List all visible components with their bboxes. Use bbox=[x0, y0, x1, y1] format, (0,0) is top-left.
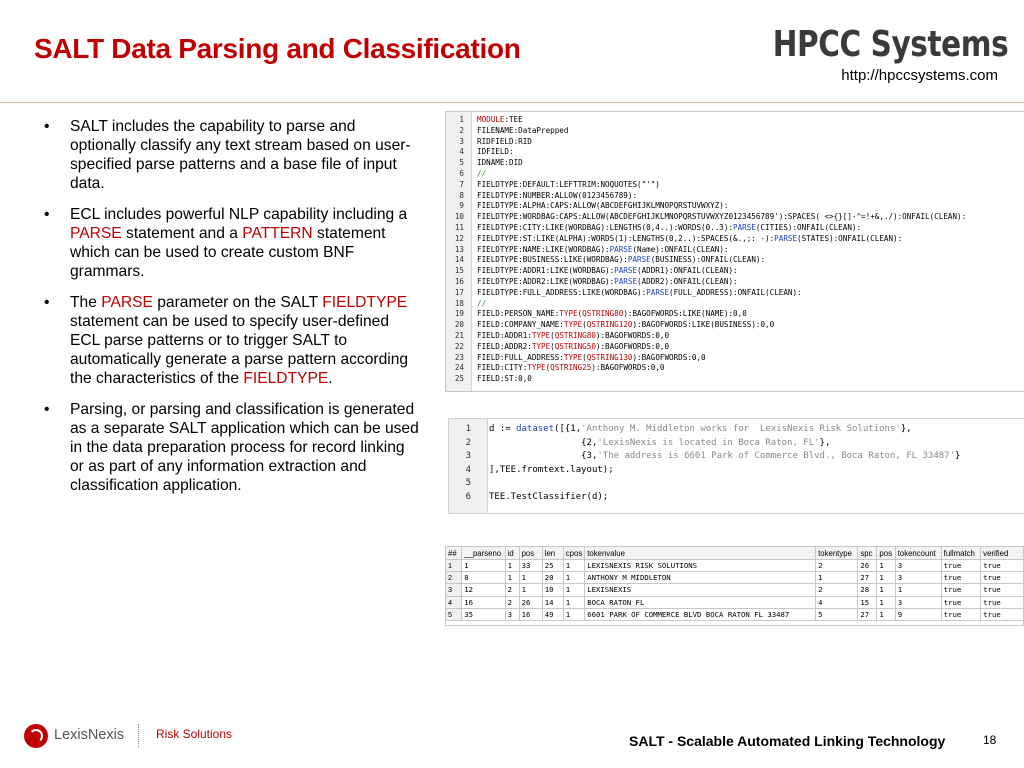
table-cell: ANTHONY M MIDDLETON bbox=[585, 572, 816, 584]
keyword: QSTRING25 bbox=[550, 363, 592, 373]
bullet-item bbox=[40, 205, 420, 281]
table-cell: true bbox=[981, 560, 1024, 572]
line-number: 23 bbox=[454, 352, 464, 362]
code-token: :TEE bbox=[504, 115, 523, 124]
code-token: ],TEE.fromtext.layout); bbox=[489, 464, 614, 475]
line-number: 12 bbox=[454, 233, 464, 243]
code-text bbox=[477, 223, 861, 234]
table-cell: LEXISNEXIS RISK SOLUTIONS bbox=[585, 560, 816, 572]
function-name: PARSE bbox=[614, 266, 638, 276]
code-text bbox=[477, 266, 738, 277]
line-number: 2 bbox=[459, 125, 464, 135]
keyword: TYPE bbox=[531, 341, 551, 351]
table-cell: 3 bbox=[895, 596, 941, 608]
code-token: } bbox=[955, 451, 961, 462]
code-text bbox=[477, 255, 765, 266]
code-token: ):BAGOFWORDS:0,0 bbox=[595, 330, 670, 340]
code-token: ):BAGOFWORDS:0,0 bbox=[595, 341, 670, 351]
highlight-keyword: PARSE bbox=[70, 225, 122, 242]
table-cell: 3 bbox=[895, 572, 941, 584]
table-cell: 1 bbox=[895, 584, 941, 596]
table-cell: true bbox=[941, 608, 981, 620]
table-cell: 1 bbox=[519, 572, 542, 584]
code-token: FIELDTYPE:NAME:LIKE(WORDBAG): bbox=[477, 244, 610, 254]
table-cell: 1 bbox=[877, 584, 895, 596]
keyword: QSTRING120 bbox=[586, 320, 633, 330]
line-number: 5 bbox=[465, 478, 471, 489]
code-token: ):BAGOFWORDS:LIKE(NAME):0,0 bbox=[623, 309, 747, 319]
hpcc-url[interactable]: http://hpccsystems.com bbox=[841, 67, 998, 84]
code-token: (CITIES):ONFAIL(CLEAN): bbox=[755, 222, 862, 232]
line-number: 6 bbox=[465, 492, 471, 502]
table-cell: 1 bbox=[505, 560, 519, 572]
code-text bbox=[477, 191, 637, 202]
table-cell: 3 bbox=[895, 560, 941, 572]
table-cell: 35 bbox=[462, 608, 505, 620]
column-header: verified bbox=[981, 547, 1024, 560]
function-name: PARSE bbox=[733, 222, 756, 232]
table-cell: 2 bbox=[505, 596, 519, 608]
table-cell: 27 bbox=[858, 608, 877, 620]
lexisnexis-logo-icon bbox=[24, 724, 48, 748]
table-cell: 2 bbox=[816, 584, 858, 596]
row-number: 1 bbox=[446, 560, 462, 572]
string-literal: 'Anthony M. Middleton works for LexisNexis Risk Solutions' bbox=[581, 424, 901, 434]
code-text bbox=[477, 353, 706, 364]
code-token: {3, bbox=[489, 451, 598, 462]
code-token: TEE.TestClassifier(d); bbox=[489, 492, 609, 502]
table-cell: 9 bbox=[895, 608, 941, 620]
keyword: QSTRING80 bbox=[582, 309, 624, 319]
column-header: cpos bbox=[563, 547, 584, 560]
lexisnexis-brand: LexisNexis bbox=[54, 727, 125, 743]
code-token: ( bbox=[582, 352, 587, 362]
bullet-text: parameter on the SALT bbox=[152, 294, 323, 311]
line-number: 21 bbox=[454, 330, 464, 340]
keyword: QSTRING50 bbox=[554, 341, 596, 351]
line-number: 18 bbox=[454, 298, 464, 308]
code-text bbox=[477, 147, 514, 158]
function-name: PARSE bbox=[614, 276, 638, 286]
code-token: FIELD:ADDR2: bbox=[477, 341, 532, 351]
code-token: ([{1, bbox=[554, 424, 582, 434]
column-header: tokenvalue bbox=[585, 547, 816, 560]
code-text bbox=[477, 201, 728, 212]
code-token: ):BAGOFWORDS:LIKE(BUSINESS):0,0 bbox=[632, 320, 775, 330]
code-text bbox=[489, 423, 912, 436]
table-row bbox=[446, 572, 1024, 584]
table-cell: true bbox=[981, 584, 1024, 596]
table-cell: 1 bbox=[505, 572, 519, 584]
code-token: (ADDR1):ONFAIL(CLEAN): bbox=[637, 266, 738, 276]
column-header: len bbox=[542, 547, 563, 560]
code-text bbox=[477, 320, 774, 331]
table-cell: 5 bbox=[816, 608, 858, 620]
code-text bbox=[477, 299, 486, 310]
footer-separator bbox=[138, 724, 140, 748]
line-number: 17 bbox=[454, 287, 464, 297]
table-cell: 2 bbox=[816, 560, 858, 572]
row-number: 4 bbox=[446, 596, 462, 608]
bullet-text: statement which can be used to create custom BNF grammars. bbox=[70, 225, 386, 280]
code-token: ( bbox=[582, 320, 587, 330]
row-number: 2 bbox=[446, 572, 462, 584]
code-token: FIELD:PERSON_NAME: bbox=[477, 309, 560, 319]
row-number: 5 bbox=[446, 608, 462, 620]
table-cell: 1 bbox=[462, 560, 505, 572]
results-grid bbox=[445, 546, 1024, 621]
column-header: fullmatch bbox=[941, 547, 981, 560]
table-cell: 25 bbox=[542, 560, 563, 572]
hpcc-logo: HPCC Systems bbox=[772, 24, 1008, 65]
highlight-keyword: FIELDTYPE bbox=[243, 370, 329, 387]
code-text bbox=[489, 437, 830, 450]
line-number: 1 bbox=[465, 424, 471, 434]
bullet-text: Parsing, or parsing and classification is generated as a separate SALT application which can be used in the data preparation process for record linking or as part of any information extraction and classification application. bbox=[70, 401, 419, 494]
code-text bbox=[489, 491, 608, 504]
table-cell: 1 bbox=[563, 584, 584, 596]
code-text bbox=[477, 288, 802, 299]
column-header: __parseno bbox=[462, 547, 505, 560]
code-text bbox=[477, 158, 523, 169]
column-header: tokentype bbox=[816, 547, 858, 560]
table-cell: 27 bbox=[858, 572, 877, 584]
title-divider bbox=[0, 102, 1024, 103]
line-number: 25 bbox=[454, 374, 464, 384]
table-cell: 1 bbox=[563, 608, 584, 620]
table-row bbox=[446, 608, 1024, 620]
bullet-item bbox=[40, 293, 420, 388]
code-text bbox=[477, 115, 523, 126]
code-token: FIELD:ST:0,0 bbox=[477, 374, 532, 384]
code-text bbox=[477, 169, 486, 180]
table-cell: 1 bbox=[877, 560, 895, 572]
code-token: FIELDTYPE:FULL_ADDRESS:LIKE(WORDBAG): bbox=[477, 287, 647, 297]
line-number: 7 bbox=[459, 179, 464, 189]
keyword: TYPE bbox=[563, 320, 583, 330]
bullet-text: statement can be used to specify user-defined ECL parse patterns or to trigger SALT to automatically generate a parse pattern according the characteristics of the bbox=[70, 313, 409, 387]
table-cell: 15 bbox=[858, 596, 877, 608]
table-cell: BOCA RATON FL bbox=[585, 596, 816, 608]
column-header: id bbox=[505, 547, 519, 560]
function-name: PARSE bbox=[774, 233, 798, 243]
table-cell: 1 bbox=[563, 596, 584, 608]
slide-title: SALT Data Parsing and Classification bbox=[34, 33, 521, 64]
column-header: spc bbox=[858, 547, 877, 560]
line-number: 3 bbox=[465, 451, 471, 462]
bullet-text: SALT includes the capability to parse and optionally classify any text stream based on user-specified parse patterns and a base file of input data. bbox=[70, 118, 411, 192]
table-row bbox=[446, 584, 1024, 596]
code-token: FIELDTYPE:ADDR2:LIKE(WORDBAG): bbox=[477, 276, 615, 286]
string-literal: 'The address is 6601 Park of Commerce Blvd., Boca Raton, FL 33487' bbox=[597, 451, 955, 462]
column-header: ## bbox=[446, 547, 462, 560]
comment: // bbox=[477, 298, 487, 308]
line-number: 6 bbox=[459, 168, 464, 178]
table-cell: true bbox=[941, 584, 981, 596]
code-text bbox=[477, 309, 747, 320]
table-cell: 20 bbox=[542, 572, 563, 584]
bullet-item bbox=[40, 400, 420, 495]
code-token: IDNAME:DID bbox=[477, 158, 523, 168]
code-token: (FULL_ADDRESS):ONFAIL(CLEAN): bbox=[669, 287, 802, 297]
keyword: QSTRING80 bbox=[554, 330, 596, 340]
function-name: PARSE bbox=[609, 244, 633, 254]
table-cell: true bbox=[941, 596, 981, 608]
code-token: (ADDR2):ONFAIL(CLEAN): bbox=[637, 276, 738, 286]
keyword: QSTRING130 bbox=[586, 352, 633, 362]
code-token: FIELDTYPE:ALPHA:CAPS:ALLOW(ABCDEFGHIJKLMNOPQRSTUVWXYZ): bbox=[477, 201, 729, 211]
keyword: TYPE bbox=[527, 363, 546, 373]
code-text bbox=[489, 464, 614, 477]
table-cell: 1 bbox=[563, 560, 584, 572]
code-token: d := bbox=[489, 424, 517, 434]
bullet-list bbox=[40, 117, 420, 507]
page-number: 18 bbox=[983, 733, 997, 747]
table-cell: 26 bbox=[519, 596, 542, 608]
table-cell: true bbox=[981, 596, 1024, 608]
line-number: 15 bbox=[454, 266, 464, 276]
keyword: TYPE bbox=[531, 330, 551, 340]
table-cell: 8 bbox=[462, 572, 505, 584]
line-number: 24 bbox=[454, 363, 464, 373]
line-number: 5 bbox=[459, 158, 464, 168]
line-number: 3 bbox=[459, 136, 464, 146]
code-token: ( bbox=[545, 363, 551, 373]
code-text bbox=[477, 363, 664, 374]
code-text bbox=[477, 245, 728, 256]
function-name: dataset bbox=[516, 424, 555, 434]
keyword: TYPE bbox=[563, 352, 583, 362]
line-number: 19 bbox=[454, 309, 464, 319]
row-number: 3 bbox=[446, 584, 462, 596]
code-token: ( bbox=[550, 341, 555, 351]
code-token: ( bbox=[550, 330, 555, 340]
table-cell: true bbox=[941, 560, 981, 572]
keyword: TYPE bbox=[559, 309, 578, 319]
code-token: (BUSINESS):ONFAIL(CLEAN): bbox=[650, 255, 766, 265]
column-header: tokencount bbox=[895, 547, 941, 560]
code-token: FILENAME:DataPrepped bbox=[477, 125, 569, 135]
line-number: 20 bbox=[454, 320, 464, 330]
table-cell: 10 bbox=[542, 584, 563, 596]
table-cell: 1 bbox=[816, 572, 858, 584]
table-cell: 33 bbox=[519, 560, 542, 572]
code-text bbox=[477, 137, 532, 148]
code-token: ):BAGOFWORDS:0,0 bbox=[632, 352, 706, 362]
bullet-text: statement and a bbox=[121, 225, 243, 242]
code-text bbox=[477, 126, 568, 137]
table-cell: 2 bbox=[505, 584, 519, 596]
code-text bbox=[477, 342, 669, 353]
line-number: 14 bbox=[454, 255, 464, 265]
code-text bbox=[477, 331, 669, 342]
table-cell: 14 bbox=[542, 596, 563, 608]
code-token: (STATES):ONFAIL(CLEAN): bbox=[797, 233, 903, 243]
table-cell: 26 bbox=[858, 560, 877, 572]
code-text bbox=[477, 212, 966, 223]
line-number: 8 bbox=[459, 190, 464, 200]
code-token: FIELD:COMPANY_NAME: bbox=[477, 320, 564, 330]
code-token: IDFIELD: bbox=[477, 147, 514, 157]
ecl-code-panel bbox=[448, 418, 1024, 514]
table-cell: 3 bbox=[505, 608, 519, 620]
salt-footer-text: SALT - Scalable Automated Linking Technology bbox=[629, 733, 946, 749]
code-token: FIELD:FULL_ADDRESS: bbox=[477, 352, 564, 362]
table-cell: 1 bbox=[877, 572, 895, 584]
code-token: FIELDTYPE:DEFAULT:LEFTTRIM:NOQUOTES("'") bbox=[477, 179, 660, 189]
code-token: FIELDTYPE:BUSINESS:LIKE(WORDBAG): bbox=[477, 255, 628, 265]
code-token: {2, bbox=[489, 437, 598, 448]
code-token: FIELDTYPE:NUMBER:ALLOW(0123456789): bbox=[477, 190, 638, 200]
table-cell: LEXISNEXIS bbox=[585, 584, 816, 596]
salt-spec-code-panel bbox=[445, 111, 1024, 392]
table-cell: 1 bbox=[877, 608, 895, 620]
table-cell: true bbox=[941, 572, 981, 584]
table-cell: 1 bbox=[563, 572, 584, 584]
code-text bbox=[477, 234, 902, 245]
table-cell: true bbox=[981, 608, 1024, 620]
line-number: 9 bbox=[459, 201, 464, 211]
line-number: 1 bbox=[459, 115, 464, 124]
table-row bbox=[446, 560, 1024, 572]
code-token: FIELD:CITY: bbox=[477, 363, 528, 373]
code-text bbox=[477, 374, 532, 385]
code-token: FIELDTYPE:WORDBAG:CAPS:ALLOW(ABCDEFGHIJKLMNOPQRSTUVWXYZ0123456789'):SPACES( <>{}[]-^=!+&,./):ONFAIL(CLEAN): bbox=[477, 212, 967, 222]
code-token: FIELD:ADDR1: bbox=[477, 330, 532, 340]
table-cell: 12 bbox=[462, 584, 505, 596]
code-token: }, bbox=[819, 437, 831, 448]
table-cell: 4 bbox=[816, 596, 858, 608]
bullet-text: The bbox=[70, 294, 102, 311]
code-text bbox=[477, 180, 660, 191]
bullet-item bbox=[40, 117, 420, 193]
line-number: 11 bbox=[454, 222, 464, 232]
table-cell: 1 bbox=[519, 584, 542, 596]
bullet-text: . bbox=[328, 370, 333, 387]
line-number: 13 bbox=[454, 244, 464, 254]
table-cell: true bbox=[981, 572, 1024, 584]
highlight-keyword: FIELDTYPE bbox=[322, 294, 408, 311]
function-name: PARSE bbox=[627, 255, 651, 265]
highlight-keyword: PARSE bbox=[101, 294, 153, 311]
table-cell: 16 bbox=[462, 596, 505, 608]
column-header: pos bbox=[519, 547, 542, 560]
line-number: 4 bbox=[459, 147, 464, 157]
code-token: ( bbox=[577, 309, 583, 319]
code-token: RIDFIELD:RID bbox=[477, 136, 532, 146]
code-text bbox=[489, 450, 960, 463]
code-token: (Name):ONFAIL(CLEAN): bbox=[632, 244, 729, 254]
code-token: }, bbox=[900, 424, 912, 434]
table-cell: 28 bbox=[858, 584, 877, 596]
string-literal: 'LexisNexis is located in Boca Raton, FL' bbox=[597, 437, 820, 448]
line-number: 4 bbox=[465, 464, 471, 475]
function-name: PARSE bbox=[646, 287, 670, 297]
code-token: FIELDTYPE:ADDR1:LIKE(WORDBAG): bbox=[477, 266, 615, 276]
line-number: 2 bbox=[465, 437, 471, 448]
code-token: ):BAGOFWORDS:0,0 bbox=[591, 363, 665, 373]
code-text bbox=[477, 277, 738, 288]
risk-solutions-label: Risk Solutions bbox=[156, 727, 233, 741]
code-token: FIELDTYPE:CITY:LIKE(WORDBAG):LENGTHS(0,4..):WORDS(0..3): bbox=[477, 222, 734, 232]
column-header: pos bbox=[877, 547, 895, 560]
keyword: MODULE bbox=[477, 115, 505, 124]
line-number: 16 bbox=[454, 276, 464, 286]
comment: // bbox=[477, 168, 487, 178]
code-token: FIELDTYPE:ST:LIKE(ALPHA):WORDS(1):LENGTHS(0,2..):SPACES(&.,;: -): bbox=[477, 233, 775, 243]
table-cell: 16 bbox=[519, 608, 542, 620]
results-header-row bbox=[446, 547, 1024, 560]
table-row bbox=[446, 596, 1024, 608]
line-number: 22 bbox=[454, 341, 464, 351]
table-cell: 49 bbox=[542, 608, 563, 620]
table-cell: 6601 PARK OF COMMERCE BLVD BOCA RATON FL 33487 bbox=[585, 608, 816, 620]
highlight-keyword: PATTERN bbox=[242, 225, 313, 242]
line-number: 10 bbox=[454, 212, 464, 222]
bullet-text: ECL includes powerful NLP capability including a bbox=[70, 206, 408, 223]
table-cell: 1 bbox=[877, 596, 895, 608]
